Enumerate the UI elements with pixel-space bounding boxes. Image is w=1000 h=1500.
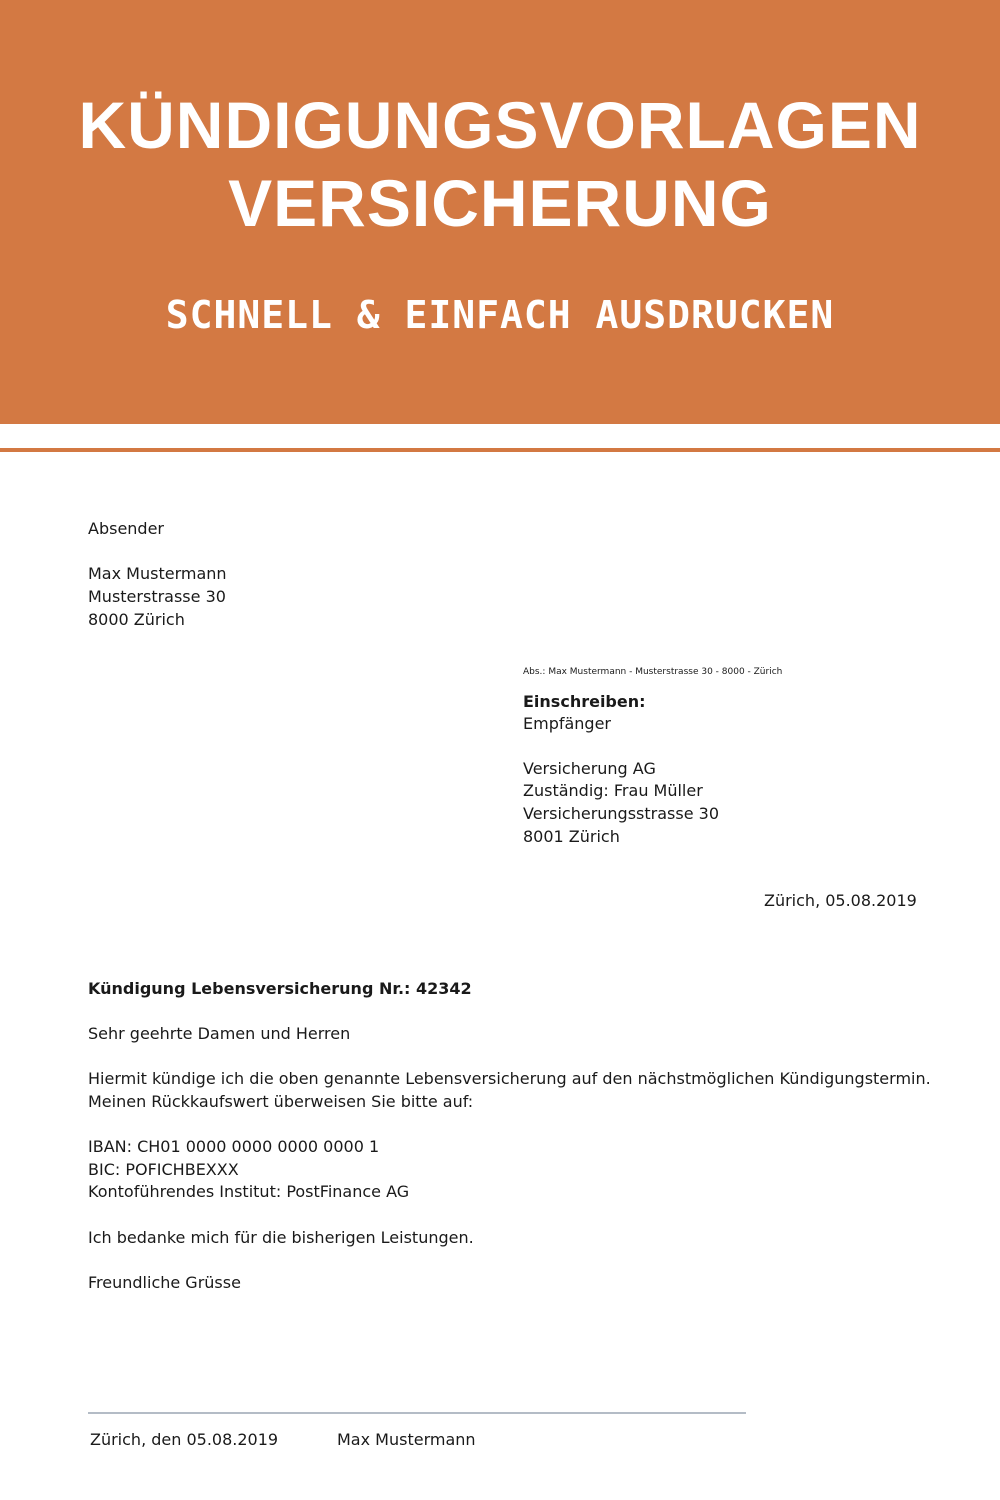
- body-line-2: Meinen Rückkaufswert überweisen Sie bitte auf:: [88, 1092, 474, 1111]
- sender-name: Max Mustermann: [88, 564, 227, 583]
- salutation: Sehr geehrte Damen und Herren: [88, 1024, 351, 1043]
- banner-subtitle: SCHNELL & EINFACH AUSDRUCKEN: [165, 293, 835, 337]
- signature-line: [88, 1412, 746, 1414]
- closing: Freundliche Grüsse: [88, 1273, 241, 1292]
- sender-label: Absender: [88, 519, 164, 538]
- body-line-1: Hiermit kündige ich die oben genannte Lebensversicherung auf den nächstmöglichen Kündigungstermin.: [88, 1069, 931, 1088]
- place-date: Zürich, 05.08.2019: [764, 891, 917, 910]
- delivery-type: Einschreiben:: [523, 692, 646, 711]
- bank-bic: BIC: POFICHBEXXX: [88, 1160, 239, 1179]
- recipient-street: Versicherungsstrasse 30: [523, 804, 719, 823]
- divider-line: [0, 448, 1000, 452]
- return-address-line: Abs.: Max Mustermann - Musterstrasse 30 - 8000 - Zürich: [523, 667, 783, 677]
- recipient-company: Versicherung AG: [523, 759, 656, 778]
- recipient-contact: Zuständig: Frau Müller: [523, 781, 703, 800]
- sender-city: 8000 Zürich: [88, 610, 185, 629]
- recipient-label: Empfänger: [523, 714, 612, 733]
- recipient-city: 8001 Zürich: [523, 827, 620, 846]
- letter-subject: Kündigung Lebensversicherung Nr.: 42342: [88, 979, 472, 998]
- banner-title-line-1: KÜNDIGUNGSVORLAGEN: [78, 88, 922, 162]
- banner-title-line-2: VERSICHERUNG: [228, 166, 772, 240]
- sender-street: Musterstrasse 30: [88, 587, 226, 606]
- signature-place-date: Zürich, den 05.08.2019: [90, 1430, 279, 1449]
- signature-name: Max Mustermann: [337, 1430, 476, 1449]
- thanks-line: Ich bedanke mich für die bisherigen Leistungen.: [88, 1228, 474, 1247]
- bank-institute: Kontoführendes Institut: PostFinance AG: [88, 1182, 410, 1201]
- header-banner: [0, 0, 1000, 424]
- bank-iban: IBAN: CH01 0000 0000 0000 0000 1: [88, 1137, 380, 1156]
